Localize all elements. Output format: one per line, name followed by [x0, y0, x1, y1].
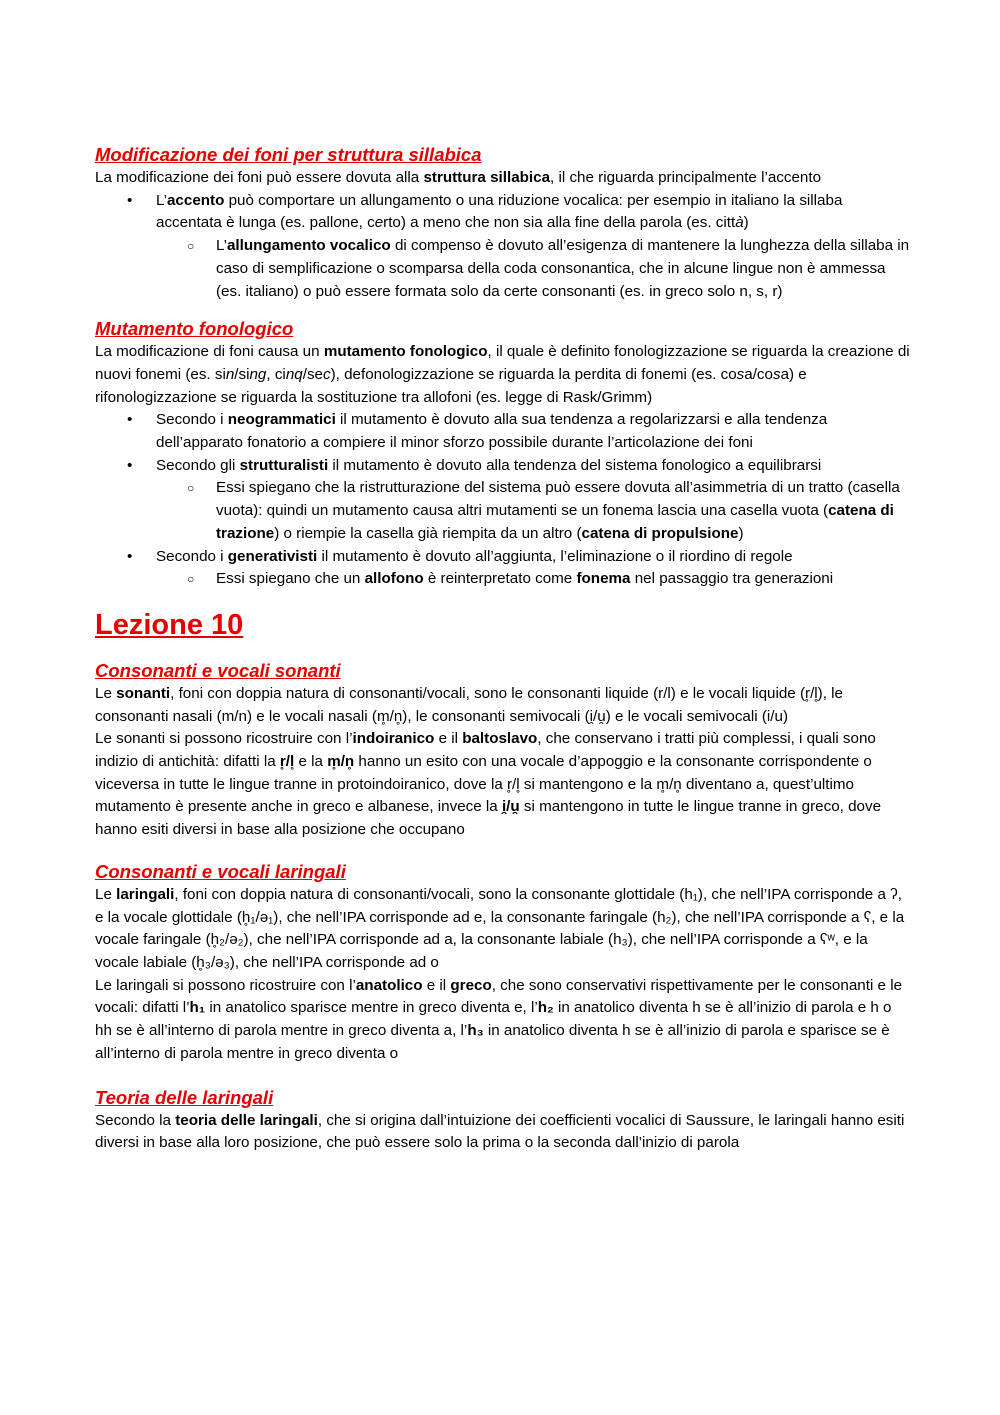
text-run: , che sono conservativi rispettivamente per le consonanti e le vocali: difatti l’: [95, 976, 903, 1017]
text-run: L’: [156, 191, 167, 209]
text-run: Essi spiegano che un: [216, 570, 365, 588]
bullet-item: [95, 546, 910, 569]
bold-term: h₃: [467, 1022, 484, 1040]
text-run: Secondo i: [156, 411, 228, 429]
bold-term: allofono: [364, 570, 424, 588]
document-body: [95, 143, 910, 1155]
section-paragraph: [95, 975, 910, 1066]
text-run: Le laringali si possono ricostruire con l’: [95, 976, 356, 994]
circle-bullet-icon: ○: [187, 572, 195, 587]
bullet-icon: •: [127, 456, 133, 474]
bullet-text: [216, 479, 900, 541]
bold-term: accento: [166, 191, 225, 209]
bold-term: h₁: [189, 999, 206, 1017]
section-struttura-sillabica: [95, 143, 910, 303]
bullet-list: [95, 190, 910, 304]
text-run: La modificazione dei foni può essere dovuta alla: [95, 169, 424, 186]
text-run: il mutamento è dovuto all’aggiunta, l’eliminazione o il riordino di regole: [317, 547, 793, 565]
text-run: , il che riguarda principalmente l’accento: [550, 169, 822, 186]
section-heading: Consonanti e vocali sonanti: [95, 659, 341, 681]
text-run: in anatolico diventa h se è all’inizio di parola e h o hh se è all’interno di parola mentre in greco diventa a, l’: [95, 999, 892, 1040]
text-run: Essi spiegano che la ristrutturazione del sistema può essere dovuta all’asimmetria di un tratto (casella vuota): quindi un mutamento causa altri mutamenti se un fonema lascia una casella vuota (: [216, 479, 900, 520]
section-laringali: [95, 860, 910, 1066]
bold-term: r̥/l̥: [279, 753, 295, 771]
section-paragraph: [95, 341, 910, 409]
section-heading: Teoria delle laringali: [95, 1086, 274, 1108]
text-run: , che si origina dall’intuizione dei coefficienti vocalici di Saussure, le laringali hanno esiti diversi in base alla loro posizione, che può essere solo la prima o la seconda dall’inizio di parola: [95, 1111, 905, 1152]
bullet-icon: •: [127, 191, 133, 209]
bold-term: allungamento vocalico: [226, 237, 391, 255]
text-run: Secondo la: [95, 1111, 176, 1129]
text-run: , che conservano i tratti più complessi, i quali sono indizio di antichità: difatti la: [95, 730, 876, 771]
bold-term: strutturalisti: [239, 456, 329, 474]
text-run: e il: [422, 976, 451, 994]
bullet-text: [216, 237, 909, 299]
text-run: ) o riempie la casella già riempita da un altro (: [274, 524, 582, 542]
text-run: Le sonanti si possono ricostruire con l’: [95, 730, 353, 748]
text-run: e la: [294, 753, 328, 771]
text-run: hanno un esito con una vocale d’appoggio e la consonante corrispondente o viceversa in tutte le lingue tranne in protoindoiranico, dove la r̥/l̥ si mantengono e la m̥/n̥ diventano a, quest’ultimo mutamento è presente anche in greco e albanese, invece la: [95, 753, 872, 816]
text-run: si mantengono in tutte le lingue tranne in greco, dove hanno esiti diversi in base alla posizione che occupano: [95, 798, 882, 839]
text-run: è reinterpretato come: [423, 570, 577, 588]
section-paragraph: [95, 1110, 910, 1155]
text-run: a/co: [744, 365, 773, 383]
bold-term: laringali: [116, 885, 175, 903]
bold-term: m̥/n̥: [327, 753, 355, 771]
text-run: rto) a meno che non sia alla fine della parola (es. citt: [383, 214, 736, 232]
italic-text: s: [736, 365, 745, 383]
bold-term: teoria delle laringali: [175, 1111, 318, 1129]
section-paragraph: [95, 728, 910, 842]
italic-text: ng: [249, 365, 267, 383]
bullet-icon: •: [127, 411, 133, 429]
italic-text: o: [333, 214, 342, 232]
italic-text: n: [225, 365, 235, 383]
bold-term: sonanti: [116, 684, 171, 702]
bold-term: catena di trazione: [216, 502, 894, 542]
section-paragraph: [95, 167, 910, 190]
bold-term: fonema: [576, 570, 631, 588]
italic-text: c: [322, 365, 331, 383]
section-sonanti: [95, 659, 910, 842]
bold-term: mutamento fonologico: [323, 343, 488, 361]
text-run: e il: [434, 730, 463, 748]
text-run: , foni con doppia natura di consonanti/vocali, sono le consonanti liquide (r/l) e le vocali liquide (r̥/l̥), le consonanti nasali (m/n) e le vocali nasali (m̥/n̥), le consonanti semivocali (i̯/u̯) e le vocali semivocali (i/u): [95, 684, 843, 725]
bullet-item: [95, 455, 910, 478]
sub-bullet-item: [95, 235, 910, 303]
bullet-text: [216, 570, 833, 587]
bullet-item: [95, 190, 910, 235]
circle-bullet-icon: ○: [187, 481, 195, 496]
bold-term: greco: [450, 976, 492, 994]
text-run: in anatolico diventa h se è all’inizio di parola e sparisce se è all’interno di parola mentre in greco diventa o: [95, 1022, 890, 1062]
bullet-text: [156, 192, 842, 232]
section-paragraph: [95, 884, 910, 975]
text-run: può comportare un allungamento o una riduzione vocalica: per esempio in italiano la sillaba accentata è lunga (es. pall: [156, 191, 843, 232]
bullet-text: [156, 457, 821, 474]
section-heading: Mutamento fonologico: [95, 318, 294, 340]
bullet-text: [156, 411, 827, 451]
italic-text: à: [735, 214, 744, 232]
text-run: in anatolico sparisce mentre in greco diventa e, l’: [205, 999, 538, 1017]
bold-term: i̯/u̯: [501, 798, 520, 816]
text-run: a) e rifonologizzazione se riguarda la sostituzione tra allofoni (es. legge di Rask/Grimm): [95, 365, 807, 406]
section-heading: Modificazione dei foni per struttura sillabica: [95, 144, 482, 165]
text-run: , ci: [266, 365, 286, 383]
italic-text: s: [772, 365, 781, 383]
text-run: Le: [95, 885, 117, 903]
text-run: ), defonologizzazione se riguarda la perdita di fonemi (es. co: [330, 365, 737, 383]
bold-term: catena di propulsione: [581, 524, 739, 542]
text-run: Le: [95, 684, 117, 702]
text-run: di compenso è dovuto all’esigenza di mantenere la lunghezza della sillaba in caso di semplificazione o scomparsa della coda consonantica, che in alcune lingue non è ammessa (es. italiano) o può essere formata solo da certe consonanti (es. in greco solo n, s, r): [216, 237, 910, 300]
bold-term: h₂: [537, 999, 554, 1017]
text-run: La modificazione di foni causa un: [95, 343, 324, 361]
text-run: L’: [216, 237, 227, 255]
sub-bullet-item: [95, 477, 910, 545]
text-run: ): [743, 214, 749, 232]
text-run: /se: [302, 365, 323, 383]
section-heading: Consonanti e vocali laringali: [95, 860, 346, 882]
text-run: il mutamento è dovuto alla tendenza del sistema fonologico a equilibrarsi: [328, 456, 822, 474]
section-mutamento-fonologico: [95, 317, 910, 591]
section-paragraph: [95, 683, 910, 728]
text-run: /si: [234, 365, 250, 383]
bold-term: generativisti: [227, 547, 318, 565]
text-run: Secondo gli: [156, 456, 240, 474]
italic-text: e: [374, 214, 384, 232]
sub-bullet-item: [95, 568, 910, 591]
circle-bullet-icon: ○: [187, 239, 195, 254]
text-run: Secondo i: [156, 547, 228, 565]
bullet-icon: •: [127, 547, 133, 565]
bold-term: struttura sillabica: [423, 169, 551, 186]
text-run: ): [738, 524, 744, 542]
bold-term: baltoslavo: [462, 730, 538, 748]
bullet-text: [156, 548, 793, 565]
italic-text: nq: [285, 365, 303, 383]
text-run: il mutamento è dovuto alla sua tendenza a regolarizzarsi e alla tendenza dell’apparato fonatorio a compiere il minor sforzo possibile durante l’articolazione dei foni: [156, 411, 828, 452]
text-run: , foni con doppia natura di consonanti/vocali, sono la consonante glottidale (h₁), che nell’IPA corrisponde a ʔ, e la vocale glottidale (h̥₁/ə₁), che nell’IPA corrisponde ad e, la consonante faringale (h₂), che nell’IPA corrisponde a ʕ, e la vocale faringale (h̥₂/ə₂), che nell’IPA corrisponde ad a, la consonante labiale (h₃), che nell’IPA corrisponde a ʕʷ, e la vocale labiale (h̥₃/ə₃), che nell’IPA corrisponde ad o: [95, 885, 905, 971]
section-teoria-laringali: [95, 1086, 910, 1155]
bold-term: indoiranico: [352, 730, 435, 748]
bullet-list: [95, 409, 910, 591]
lesson-title: Lezione 10: [95, 608, 244, 641]
text-run: , il quale è definito fonologizzazione se riguarda la creazione di nuovi fonemi (es. si: [95, 343, 910, 383]
bold-term: anatolico: [355, 976, 423, 994]
bold-term: neogrammatici: [227, 411, 336, 429]
text-run: ne, c: [341, 214, 375, 232]
text-run: nel passaggio tra generazioni: [630, 570, 834, 588]
bullet-item: [95, 409, 910, 454]
